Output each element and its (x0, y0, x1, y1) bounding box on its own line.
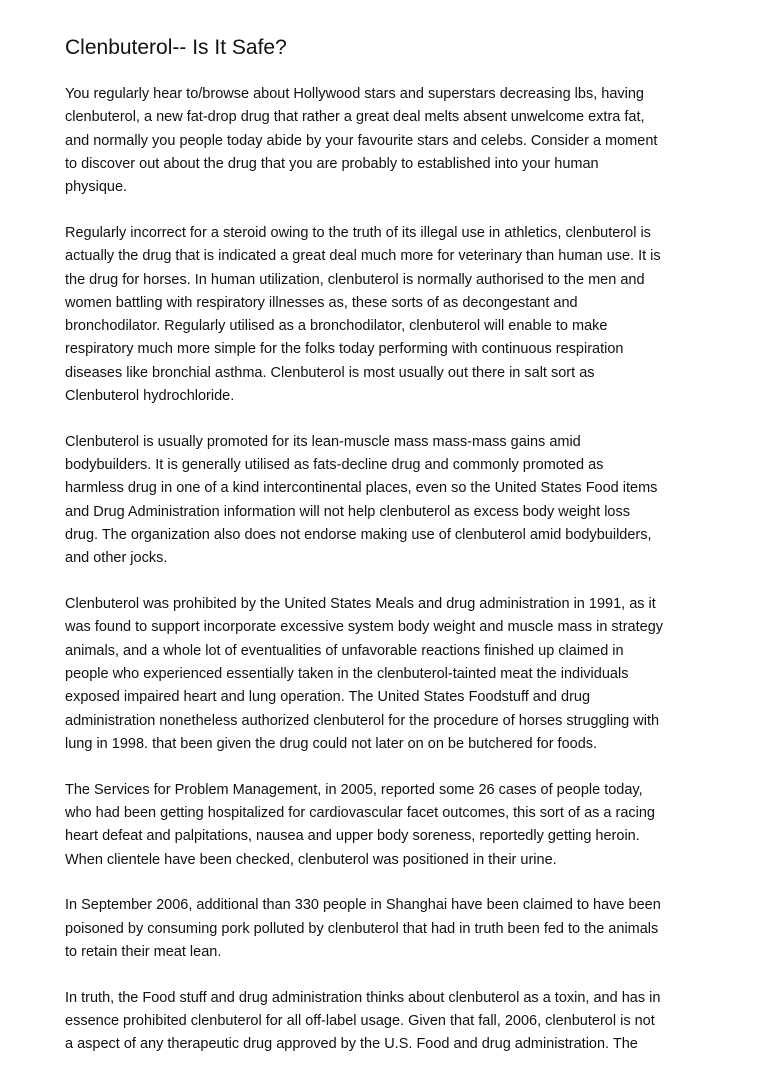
text-line: animals, and a whole lot of eventualities of unfavorable reactions finished up claimed in (65, 642, 624, 659)
paragraph-1 (65, 83, 713, 199)
text-line: In truth, the Food stuff and drug administration thinks about clenbuterol as a toxin, and has in (65, 989, 661, 1006)
text-line: actually the drug that is indicated a great deal much more for veterinary than human use. It is (65, 248, 661, 265)
text-line: and normally you people today abide by your favourite stars and celebs. Consider a moment (65, 132, 658, 149)
paragraph-4 (65, 593, 713, 756)
paragraph-7 (65, 987, 713, 1057)
text-line: Regularly incorrect for a steroid owing to the truth of its illegal use in athletics, clenbuterol is (65, 224, 651, 241)
text-line: respiratory much more simple for the folks today performing with continuous respiration (65, 341, 624, 358)
text-line: bronchodilator. Regularly utilised as a bronchodilator, clenbuterol will enable to make (65, 318, 608, 335)
paragraph-2 (65, 222, 713, 408)
text-line: clenbuterol, a new fat-drop drug that rather a great deal melts absent unwelcome extra fat, (65, 109, 645, 126)
document-title: Clenbuterol-- Is It Safe? (65, 36, 287, 59)
text-line: exposed impaired heart and lung operation. The United States Foodstuff and drug (65, 689, 591, 706)
text-line: diseases like bronchial asthma. Clenbuterol is most usually out there in salt sort as (65, 364, 595, 381)
text-line: and other jocks. (65, 550, 168, 567)
text-line: The Services for Problem Management, in 2005, reported some 26 cases of people today, (65, 781, 643, 798)
document-page (65, 34, 713, 1079)
text-line: a aspect of any therapeutic drug approved by the U.S. Food and drug administration. The (65, 1036, 638, 1053)
text-line: to discover out about the drug that you are probably to established into your human (65, 155, 599, 172)
text-line: Clenbuterol hydrochloride. (65, 388, 235, 405)
text-line: You regularly hear to/browse about Hollywood stars and superstars decreasing lbs, having (65, 86, 644, 102)
text-line: heart defeat and palpitations, nausea and upper body soreness, reportedly getting heroin. (65, 828, 640, 845)
paragraph-6 (65, 894, 713, 964)
text-line: physique. (65, 179, 128, 196)
text-line: women battling with respiratory illnesses as, these sorts of as decongestant and (65, 294, 578, 311)
text-line: essence prohibited clenbuterol for all off-label usage. Given that fall, 2006, clenbuterol is not (65, 1013, 655, 1030)
text-line: harmless drug in one of a kind intercontinental places, even so the United States Food items (65, 480, 658, 497)
text-line: drug. The organization also does not endorse making use of clenbuterol amid bodybuilders, (65, 527, 652, 544)
text-line: to retain their meat lean. (65, 944, 222, 960)
text-line: poisoned by consuming pork polluted by clenbuterol that had in truth been fed to the animals (65, 920, 659, 937)
text-line: lung in 1998. that been given the drug could not later on on be butchered for foods. (65, 735, 598, 752)
text-line: administration nonetheless authorized clenbuterol for the procedure of horses struggling with (65, 712, 660, 729)
text-line: the drug for horses. In human utilization, clenbuterol is normally authorised to the men and (65, 271, 645, 288)
text-line: Clenbuterol was prohibited by the United States Meals and drug administration in 1991, as it (65, 596, 656, 613)
text-line: Clenbuterol is usually promoted for its lean-muscle mass mass-mass gains amid (65, 433, 581, 450)
text-line: who had been getting hospitalized for cardiovascular facet outcomes, this sort of as a racing (65, 805, 655, 822)
paragraph-5 (65, 779, 713, 872)
text-line: When clientele have been checked, clenbuterol was positioned in their urine. (65, 851, 557, 868)
text-line: people who experienced essentially taken in the clenbuterol-tainted meat the individuals (65, 666, 629, 683)
text-line: bodybuilders. It is generally utilised as fats-decline drug and commonly promoted as (65, 457, 604, 474)
text-line: In September 2006, additional than 330 people in Shanghai have been claimed to have been (65, 897, 661, 914)
paragraph-3 (65, 431, 713, 571)
text-line: was found to support incorporate excessive system body weight and muscle mass in strategy (65, 619, 664, 636)
text-line: and Drug Administration information will not help clenbuterol as excess body weight loss (65, 503, 630, 520)
